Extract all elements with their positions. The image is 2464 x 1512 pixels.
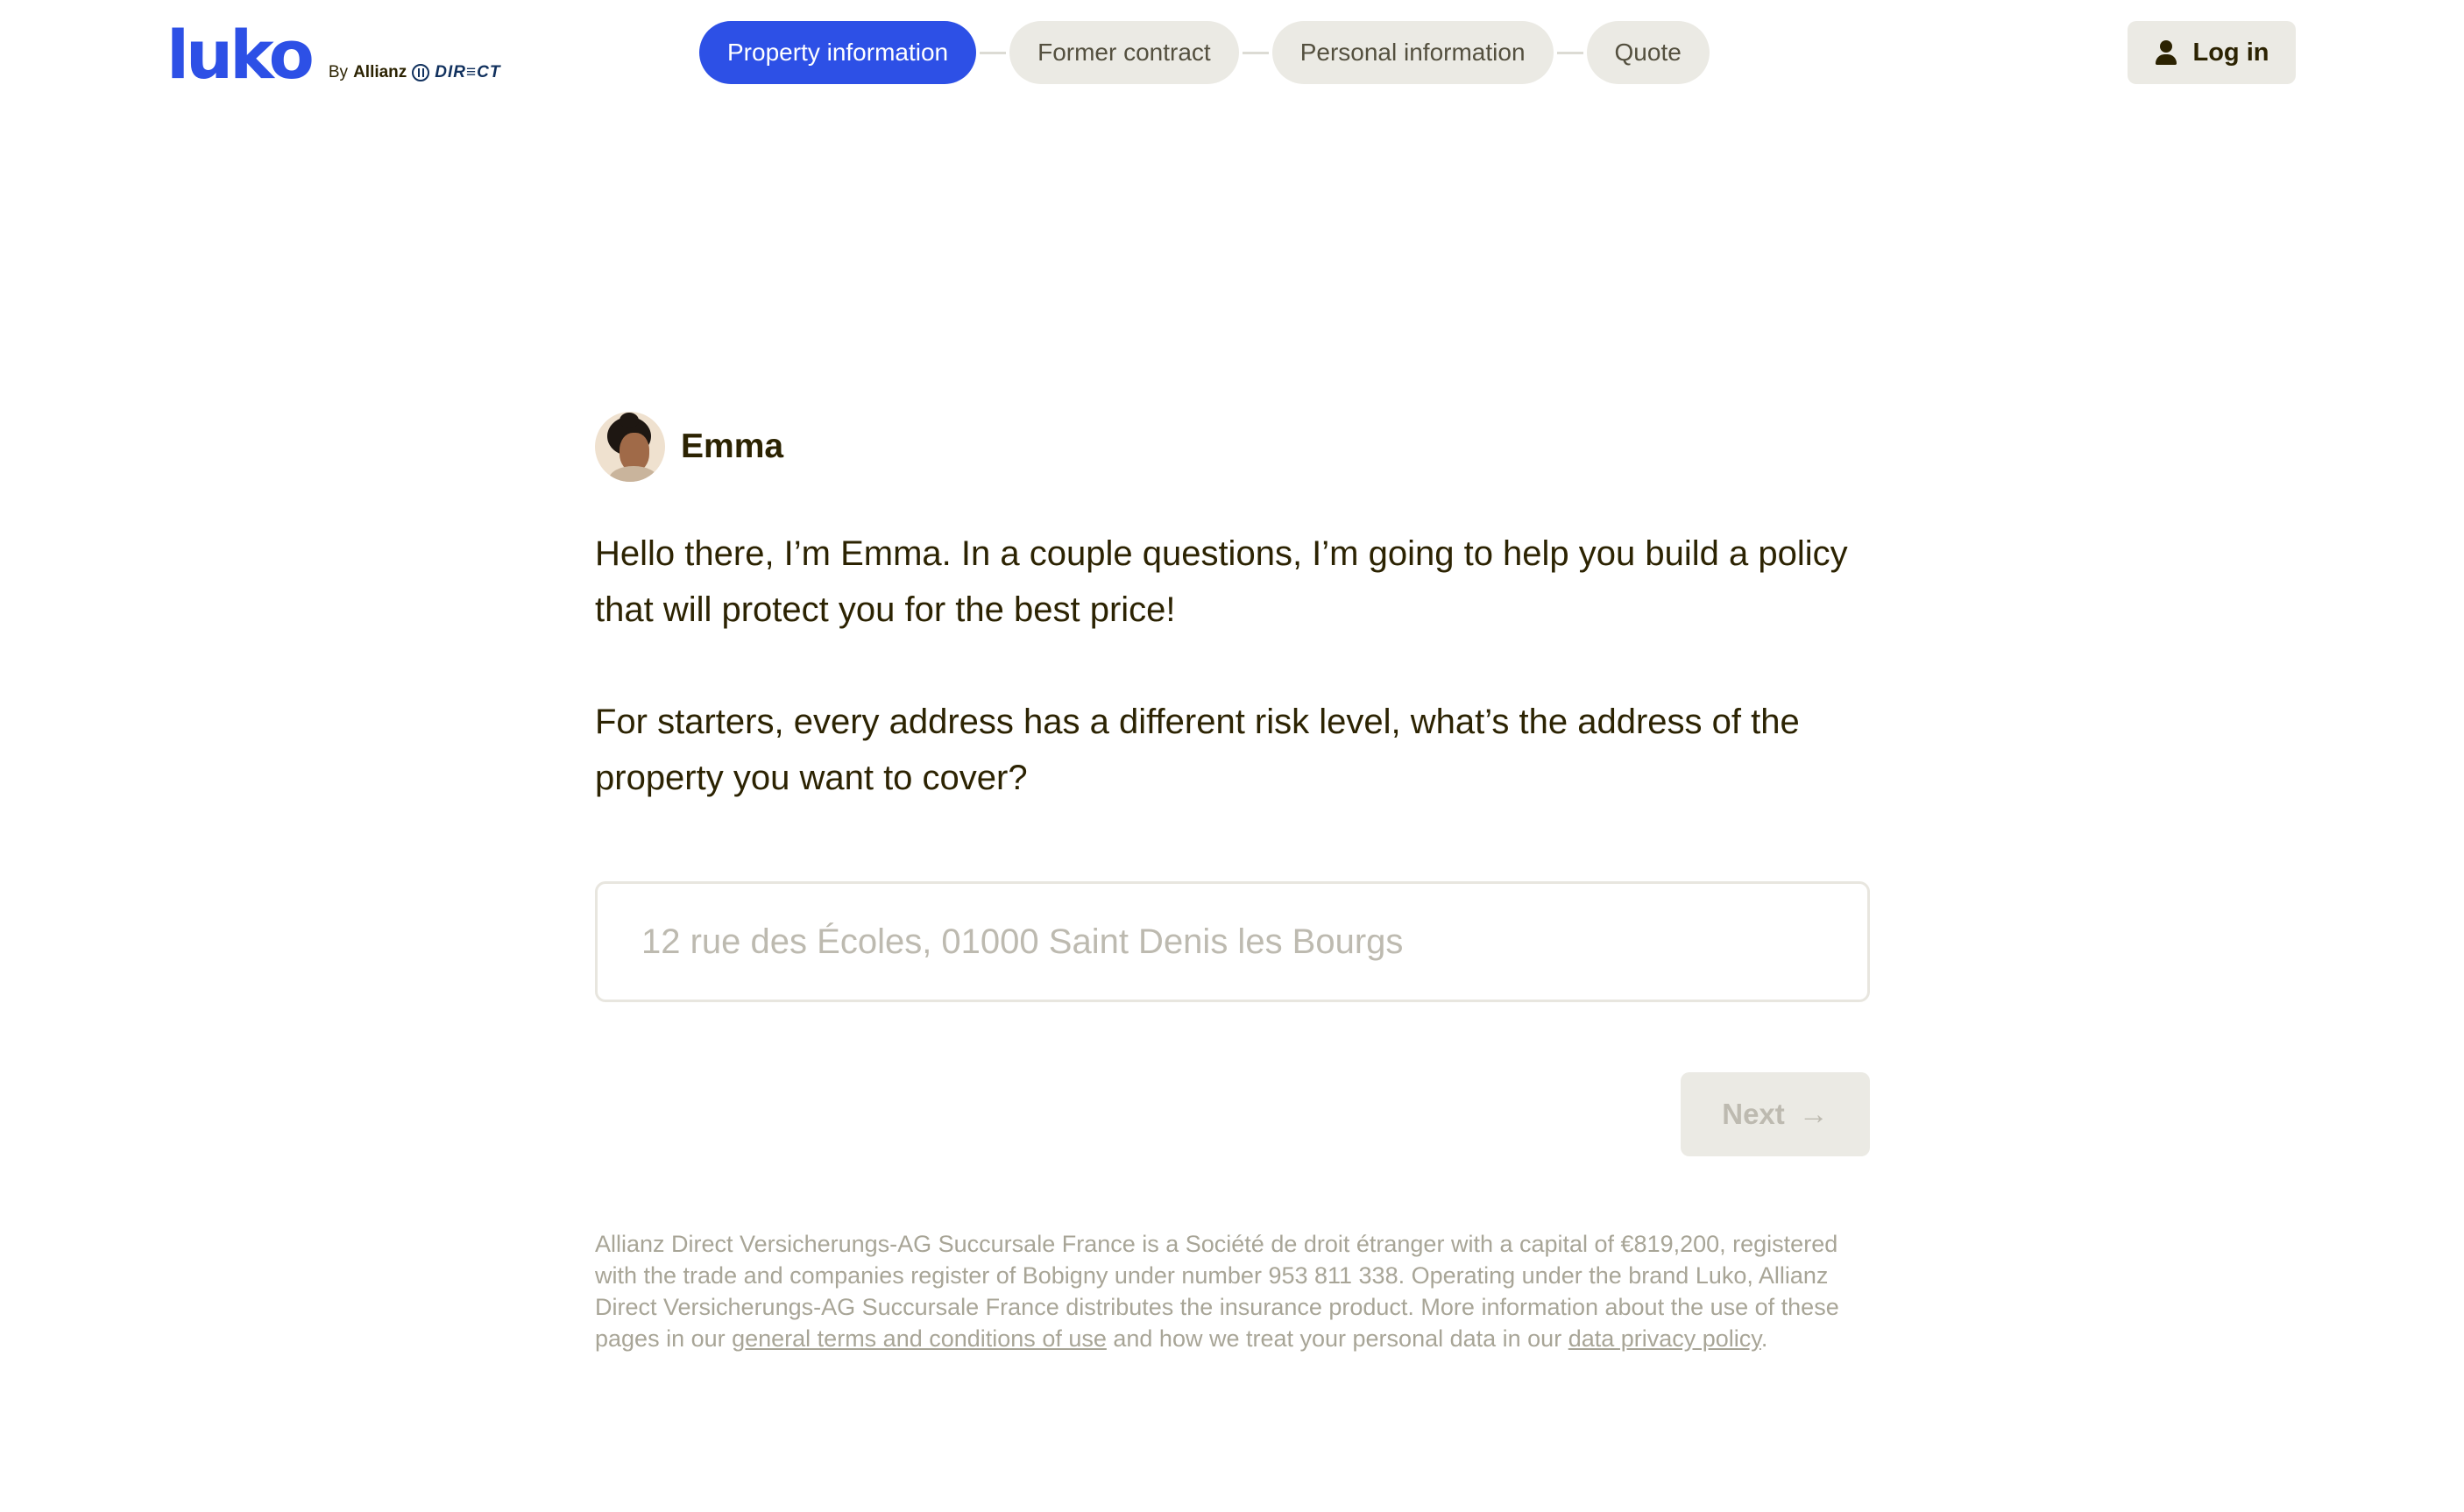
arrow-right-icon: → — [1798, 1098, 1829, 1131]
logo-partner-suffix: DIR≡CT — [435, 63, 501, 81]
privacy-policy-link[interactable]: data privacy policy — [1568, 1325, 1761, 1352]
step-connector — [980, 52, 1006, 54]
legal-text: . — [1760, 1325, 1768, 1352]
login-button[interactable] — [2128, 21, 2296, 84]
step-connector — [1243, 52, 1269, 54]
step-connector — [1557, 52, 1583, 54]
top-bar — [0, 0, 2464, 123]
step-quote[interactable]: Quote — [1587, 21, 1710, 84]
step-personal-information[interactable]: Personal information — [1272, 21, 1554, 84]
logo-partner-line — [329, 63, 501, 82]
user-icon — [2155, 40, 2177, 65]
main-content — [595, 412, 1870, 1354]
logo-by-text: By — [328, 63, 349, 81]
next-label: Next — [1722, 1098, 1785, 1130]
step-property-information[interactable]: Property information — [699, 21, 976, 84]
next-row — [595, 1072, 1870, 1156]
step-former-contract[interactable]: Former contract — [1009, 21, 1239, 84]
intro-message: Hello there, I’m Emma. In a couple questions, I’m going to help you build a policy that will protect you for the best price! — [595, 534, 1848, 629]
progress-stepper — [699, 21, 1710, 84]
luko-logo[interactable] — [166, 16, 501, 94]
next-button[interactable] — [1681, 1072, 1870, 1156]
question-message: For starters, every address has a different risk level, what’s the address of the property you want to cover? — [595, 703, 1800, 797]
logo-partner-name: Allianz — [353, 63, 407, 81]
agent-header — [595, 412, 1870, 482]
allianz-mark-icon — [412, 64, 429, 81]
terms-link[interactable]: general terms and conditions of use — [732, 1325, 1107, 1352]
legal-notice — [595, 1228, 1870, 1354]
logo-wordmark: luko — [166, 16, 311, 94]
legal-text: and how we treat your personal data in our — [1106, 1325, 1568, 1352]
address-input[interactable] — [595, 881, 1870, 1002]
legal-text: Allianz Direct Versicherungs-AG Succursale France is a Société de droit étranger with a capital of €819,200, registered with the trade and companies register of Bobigny under number 953 811 338. Operating under the brand Luko, Allianz Direct Versicherungs-AG Succursale France distributes the insurance product. More information about the use of these pages in our — [595, 1231, 1839, 1352]
login-label: Log in — [2192, 38, 2269, 67]
agent-name: Emma — [681, 427, 784, 465]
avatar — [595, 412, 665, 482]
